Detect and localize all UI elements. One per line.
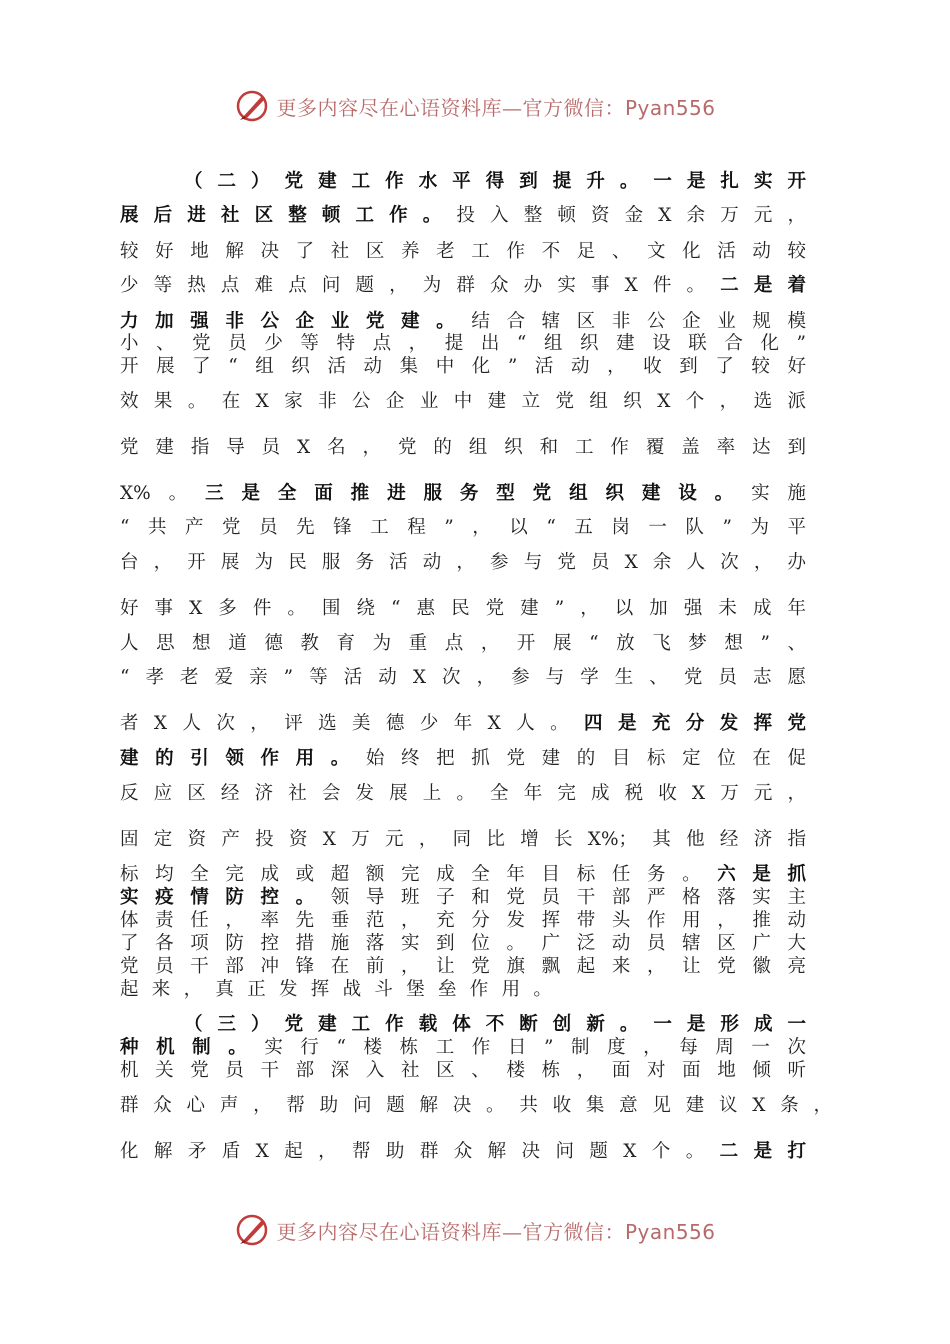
text-line — [120, 355, 806, 379]
text-run: 人思想道德教育为重点，开展“放飞梦想”、 — [120, 633, 806, 654]
bold-run: 四是充分发挥党 — [584, 713, 806, 734]
text-run: “共产党员先锋工程”，以“五岗一队”为平 — [120, 517, 806, 538]
text-run: 党建指导员X名，党的组织和工作覆盖率达到 — [120, 437, 806, 458]
text-line — [120, 1140, 806, 1164]
text-line — [120, 632, 806, 656]
text-run: 台，开展为民服务活动，参与党员X余人次，办 — [120, 552, 806, 573]
text-run: 了各项防控措施落实到位。广泛动员辖区广大 — [120, 933, 806, 954]
bold-run: 力加强非公企业党建。 — [120, 311, 472, 332]
quill-pen-logo-icon — [234, 1212, 270, 1248]
text-run: 实行“楼栋工作日”制度，每周一次 — [264, 1037, 806, 1058]
text-line — [120, 747, 806, 771]
bold-run: 实疫情防控。 — [120, 887, 331, 908]
text-run: 群众心声，帮助问题解决。共收集意见建议X条， — [120, 1095, 832, 1116]
text-line — [120, 782, 806, 806]
text-line — [120, 390, 806, 414]
text-line — [120, 978, 806, 1002]
text-run: 小、党员少等特点，提出“组织建设联合化” — [120, 333, 806, 354]
text-run: 开展了“组织活动集中化”活动，收到了较好 — [120, 356, 806, 377]
text-line — [120, 712, 806, 736]
text-line — [120, 863, 806, 887]
text-line — [184, 170, 806, 194]
text-line — [120, 666, 806, 690]
bold-run: 二是打 — [719, 1141, 806, 1162]
bold-run: 展后进社区整顿工作。 — [120, 205, 457, 226]
text-run: 者X人次，评选美德少年X人。 — [120, 713, 585, 734]
bold-run: 六是抓 — [717, 864, 806, 885]
text-line — [184, 1013, 806, 1037]
bold-run: 二是着 — [720, 275, 806, 296]
text-run: “孝老爱亲”等活动X次，参与学生、党员志愿 — [120, 667, 806, 688]
text-line — [120, 597, 806, 621]
bold-run: 种机制。 — [120, 1037, 265, 1058]
text-run: 投入整顿资金X余万元， — [456, 205, 806, 226]
text-run: 始终把抓党建的目标定位在促 — [365, 748, 806, 769]
text-line — [120, 1036, 806, 1060]
text-run: 结合辖区非公企业规模 — [471, 311, 806, 332]
text-run: 化解矛盾X起，帮助群众解决问题X个。 — [120, 1141, 720, 1162]
bold-run: 建的引领作用。 — [120, 748, 366, 769]
bold-run: （二）党建工作水平得到提升。一是扎实开 — [184, 171, 806, 192]
text-line — [120, 955, 806, 979]
text-run: 效果。在X家非公企业中建立党组织X个，选派 — [120, 391, 806, 412]
text-run: X%。 — [120, 483, 206, 504]
text-line — [120, 828, 806, 852]
text-run: 起来，真正发挥战斗堡垒作用。 — [120, 979, 566, 1000]
text-run: 好事X多件。围绕“惠民党建”，以加强未成年 — [120, 598, 806, 619]
text-run: 反应区经济社会发展上。全年完成税收X万元， — [120, 783, 806, 804]
watermark-text: 更多内容尽在心语资料库—官方微信：Pyan556 — [276, 1219, 716, 1244]
text-run: 固定资产投资X万元，同比增长X%；其他经济指 — [120, 829, 806, 850]
text-line — [120, 516, 806, 540]
text-line — [120, 886, 806, 910]
text-line — [120, 204, 806, 228]
text-run: 党员干部冲锋在前，让党旗飘起来，让党徽亮 — [120, 956, 806, 977]
text-line — [120, 1094, 832, 1118]
text-run: 领导班子和党员干部严格落实主 — [330, 887, 806, 908]
text-line — [120, 332, 806, 356]
text-line — [120, 1059, 806, 1083]
text-line — [120, 932, 806, 956]
text-run: 实施 — [751, 483, 806, 504]
text-line — [120, 310, 806, 334]
text-line — [120, 240, 806, 264]
text-line — [120, 551, 806, 575]
bold-run: （三）党建工作载体不断创新。一是形成一 — [184, 1014, 806, 1035]
text-run: 标均全完成或超额完成全年目标任务。 — [120, 864, 718, 885]
text-line — [120, 274, 806, 298]
text-run: 较好地解决了社区养老工作不足、文化活动较 — [120, 241, 806, 262]
text-run: 机关党员干部深入社区、楼栋，面对面地倾听 — [120, 1060, 806, 1081]
text-line — [120, 482, 806, 506]
text-run: 少等热点难点问题，为群众办实事X件。 — [120, 275, 721, 296]
bold-run: 三是全面推进服务型党组织建设。 — [205, 483, 752, 504]
text-line — [120, 909, 806, 933]
text-run: 体责任，率先垂范，充分发挥带头作用，推动 — [120, 910, 806, 931]
text-line — [120, 436, 806, 460]
watermark-text: 更多内容尽在心语资料库—官方微信：Pyan556 — [276, 95, 716, 120]
watermark-banner-bottom — [0, 1208, 950, 1252]
